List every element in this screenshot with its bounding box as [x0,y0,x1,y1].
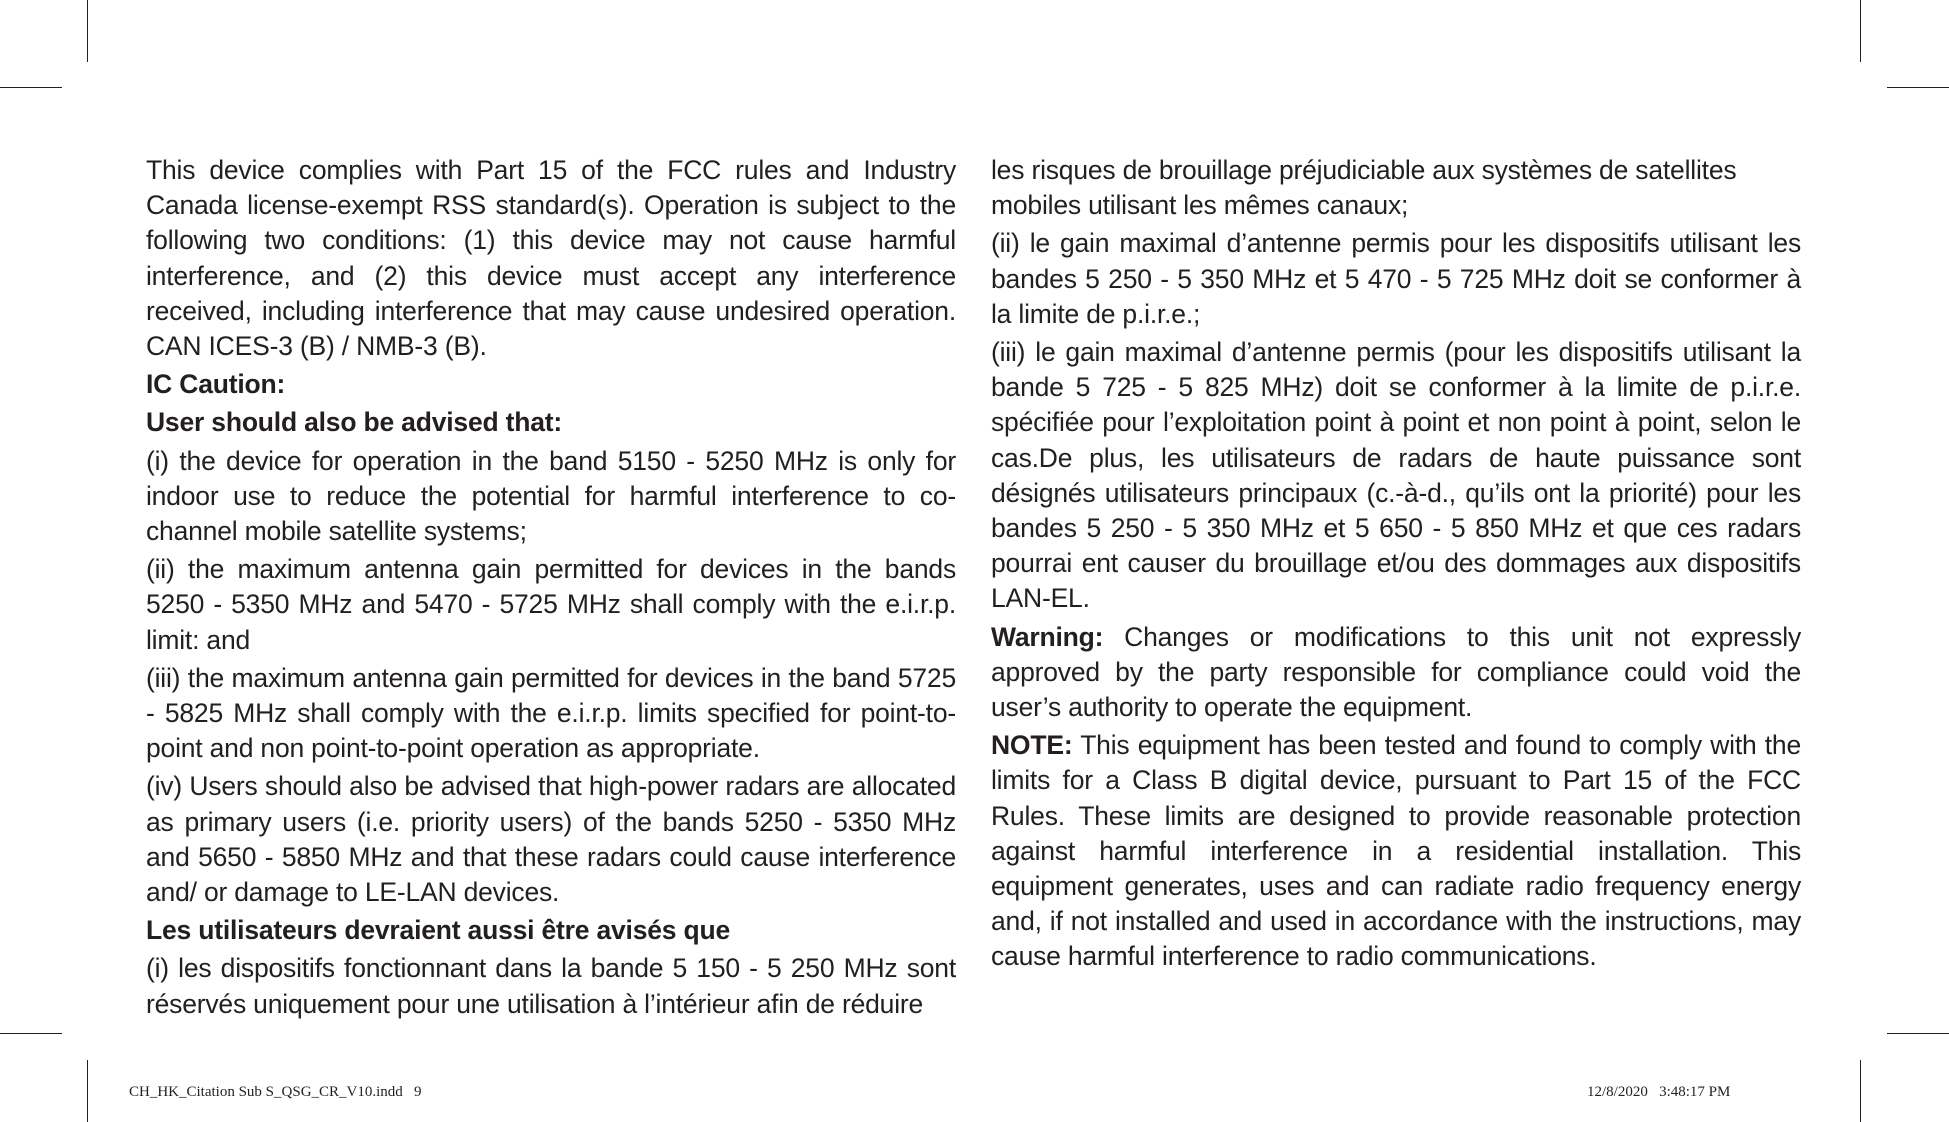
footer-filename: CH_HK_Citation Sub S_QSG_CR_V10.indd 9 [129,1084,422,1100]
french-antenna-gain-5725-paragraph: (iii) le gain maximal d’antenne permis (pour les dispositifs utilisant la bande 5 725 - 5 825 MHz) doit se conformer à la limite de p.i.r.e. spécifiée pour l’exploitation point à point et non point à point, selon le cas.De plus, les utilisateurs de radars de haute puissance sont désignés utilisateurs principaux (c.-à-d., qu’ils ont la priorité) pour les bandes 5 250 - 5 350 MHz et 5 650 - 5 850 MHz et que ces radars pourrai ent causer du brouillage et/ou des dommages aux dispositifs LAN-EL. [991,337,1801,614]
crop-mark-bottom-right-horizontal [1887,1033,1949,1034]
french-users-heading: Les utilisateurs devraient aussi être avisés que [146,915,730,946]
note-label: NOTE: [991,730,1073,761]
ic-caution-heading: IC Caution: [146,369,286,400]
french-antenna-gain-5250-paragraph: (ii) le gain maximal d’antenne permis pour les dispositifs utilisant les bandes 5 250 - 5 350 MHz et 5 470 - 5 725 MHz doit se conformer à la limite de p.i.r.e.; [991,228,1801,329]
antenna-gain-5250-paragraph: (ii) the maximum antenna gain permitted for devices in the bands 5250 - 5350 MHz and 5470 - 5725 MHz shall comply with the e.i.r.p. limit: and [146,554,956,655]
crop-mark-top-left-vertical [87,0,88,62]
crop-mark-bottom-right-vertical [1860,1060,1861,1122]
user-advised-heading: User should also be advised that: [146,407,563,438]
warning-paragraph [991,620,1801,726]
note-text: This equipment has been tested and found to comply with the limits for a Class B digital device, pursuant to Part 15 of the FCC Rules. These limits are designed to provide reasonable protection against harmful interference in a residential installation. This equipment generates, uses and can radiate radio frequency energy and, if not installed and used in accordance with the instructions, may cause harmful interference to radio communications. [991,730,1801,972]
crop-mark-top-right-vertical [1860,0,1861,62]
crop-mark-top-right-horizontal [1887,87,1949,88]
high-power-radar-paragraph: (iv) Users should also be advised that high-power radars are allocated as primary users (i.e. priority users) of the bands 5250 - 5350 MHz and 5650 - 5850 MHz and that these radars could cause interference and/ or damage to LE-LAN devices. [146,771,956,908]
left-text-column [146,153,956,1025]
warning-label: Warning: [991,621,1104,652]
band-5150-paragraph: (i) the device for operation in the band 5150 - 5250 MHz is only for indoor use to reduce the potential for harmful interference to co-channel mobile satellite systems; [146,445,956,547]
french-satellite-paragraph: les risques de brouillage préjudiciable aux systèmes de satellites mobiles utilisant les mêmes canaux; [991,155,1737,221]
crop-mark-bottom-left-horizontal [0,1033,62,1034]
crop-mark-top-left-horizontal [0,87,62,88]
note-paragraph [991,728,1801,974]
crop-mark-bottom-left-vertical [87,1060,88,1122]
right-text-column [991,153,1801,978]
fcc-compliance-paragraph: This device complies with Part 15 of the FCC rules and Industry Canada license-exempt RSS standard(s). Operation is subject to the following two conditions: (1) this device may not cause harmful interference, and (2) this device must accept any interference received, including interference that may cause undesired operation. CAN ICES-3 (B) / NMB-3 (B). [146,155,956,362]
footer-timestamp: 12/8/2020 3:48:17 PM [1587,1084,1731,1100]
french-band-5150-paragraph: (i) les dispositifs fonctionnant dans la bande 5 150 - 5 250 MHz sont réservés uniquement pour une utilisation à l’intérieur afin de réduire [146,953,956,1019]
warning-text: Changes or modifications to this unit not expressly approved by the party responsible for compliance could void the user’s authority to operate the equipment. [991,621,1801,723]
antenna-gain-5725-paragraph: (iii) the maximum antenna gain permitted for devices in the band 5725 - 5825 MHz shall comply with the e.i.r.p. limits specified for point-to-point and non point-to-point operation as appropriate. [146,662,956,764]
